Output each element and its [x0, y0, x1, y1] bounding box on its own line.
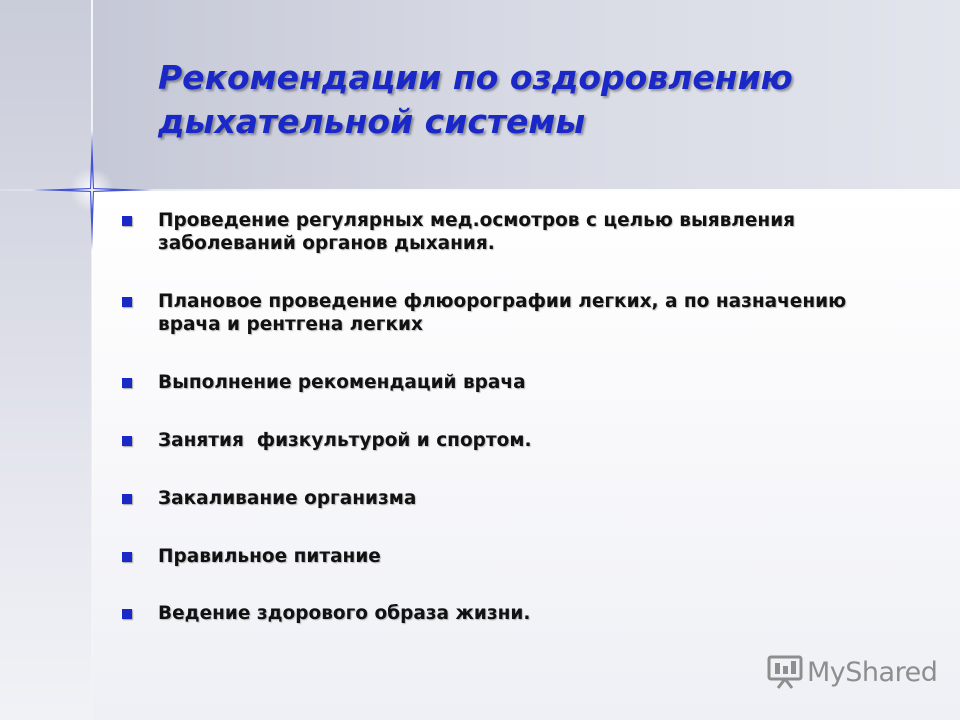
bullet-text: Правильное питание — [158, 546, 381, 567]
square-bullet-icon — [122, 552, 132, 562]
bullet-item — [122, 602, 902, 625]
bullet-item — [122, 429, 902, 452]
slide-title: Рекомендации по оздоровлению дыхательной системы — [158, 58, 793, 141]
square-bullet-icon — [122, 297, 132, 307]
vertical-divider-line — [91, 0, 93, 720]
presentation-board-icon — [766, 654, 804, 690]
square-bullet-icon — [122, 216, 132, 226]
bullet-text: Проведение регулярных мед.осмотров с целью выявления заболеваний органов дыхания. — [158, 210, 796, 254]
bullet-item — [122, 371, 902, 394]
square-bullet-icon — [122, 436, 132, 446]
square-bullet-icon — [122, 609, 132, 619]
watermark-text: MyShared — [807, 656, 938, 688]
bullet-list — [122, 209, 902, 625]
bullet-item — [122, 487, 902, 510]
bullet-text: Закаливание организма — [158, 488, 417, 509]
square-bullet-icon — [122, 494, 132, 504]
bullet-text: Плановое проведение флюорографии легких, а по назначению врача и рентгена легких — [158, 291, 847, 335]
bullet-text: Занятия физкультурой и спортом. — [158, 430, 532, 451]
bullet-item — [122, 209, 902, 255]
bullet-text: Выполнение рекомендаций врача — [158, 372, 526, 393]
background-left-band — [0, 0, 92, 720]
bullet-item — [122, 545, 902, 568]
square-bullet-icon — [122, 378, 132, 388]
myshared-watermark — [766, 654, 937, 690]
bullet-text: Ведение здорового образа жизни. — [158, 603, 531, 624]
bullet-item — [122, 290, 902, 336]
